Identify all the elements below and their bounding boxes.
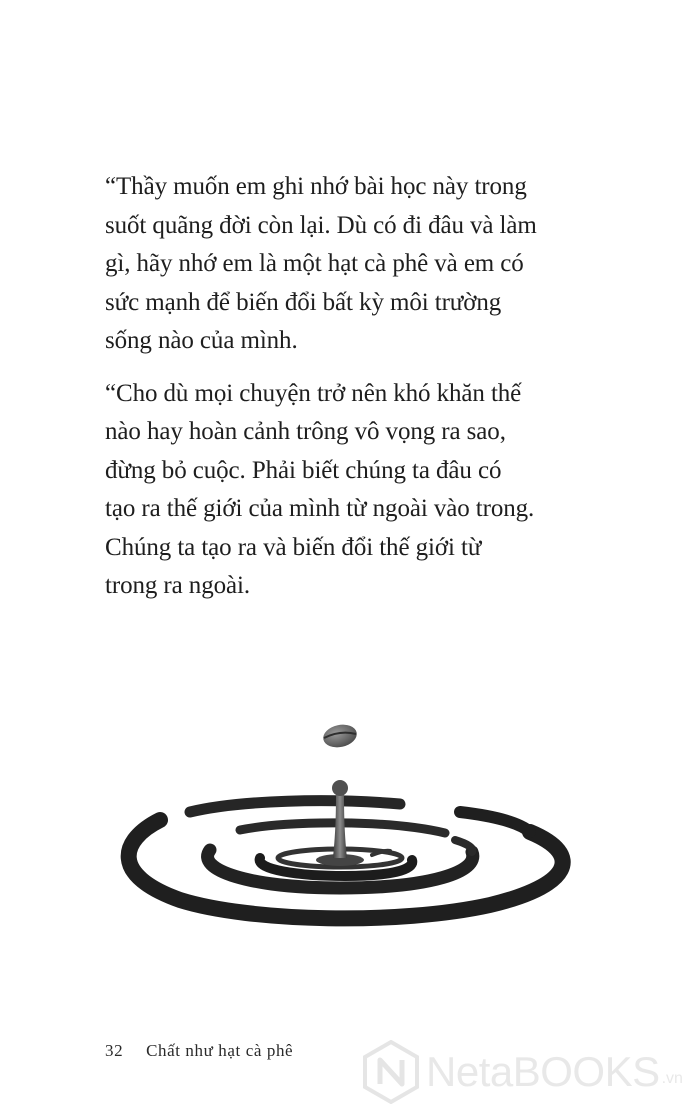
watermark-domain: .vn <box>661 1070 683 1087</box>
watermark <box>362 1040 683 1104</box>
text-line: gì, hãy nhớ em là một hạt cà phê và em có <box>105 250 524 277</box>
text-line: suốt quãng đời còn lại. Dù có đi đâu và làm <box>105 211 537 239</box>
text-line: nào hay hoàn cảnh trông vô vọng ra sao, <box>105 418 506 445</box>
body-text <box>105 168 605 620</box>
text-line: đừng bỏ cuộc. Phải biết chúng ta đâu có <box>105 456 502 484</box>
paragraph-1 <box>105 168 605 361</box>
text-line: “Cho dù mọi chuyện trở nên khó khăn thế <box>105 379 522 407</box>
text-line: sức mạnh để biến đổi bất kỳ môi trường <box>105 288 502 316</box>
running-title: Chất như hạt cà phê <box>146 1041 294 1060</box>
netabooks-logo-icon <box>362 1040 420 1104</box>
text-line: Chúng ta tạo ra và biến đổi thế giới từ <box>105 533 482 561</box>
text-line: tạo ra thế giới của mình từ ngoài vào trong. <box>105 495 535 522</box>
paragraph-2 <box>105 375 605 606</box>
page-footer <box>105 1041 293 1061</box>
page-number: 32 <box>105 1041 124 1060</box>
coffee-bean-splash-icon <box>100 700 590 950</box>
coffee-bean-icon <box>321 722 359 751</box>
text-line: sống nào của mình. <box>105 327 298 354</box>
text-line: “Thầy muốn em ghi nhớ bài học này trong <box>105 173 527 200</box>
text-line: trong ra ngoài. <box>105 572 250 599</box>
watermark-brand: NetaBOOKS <box>426 1048 660 1095</box>
